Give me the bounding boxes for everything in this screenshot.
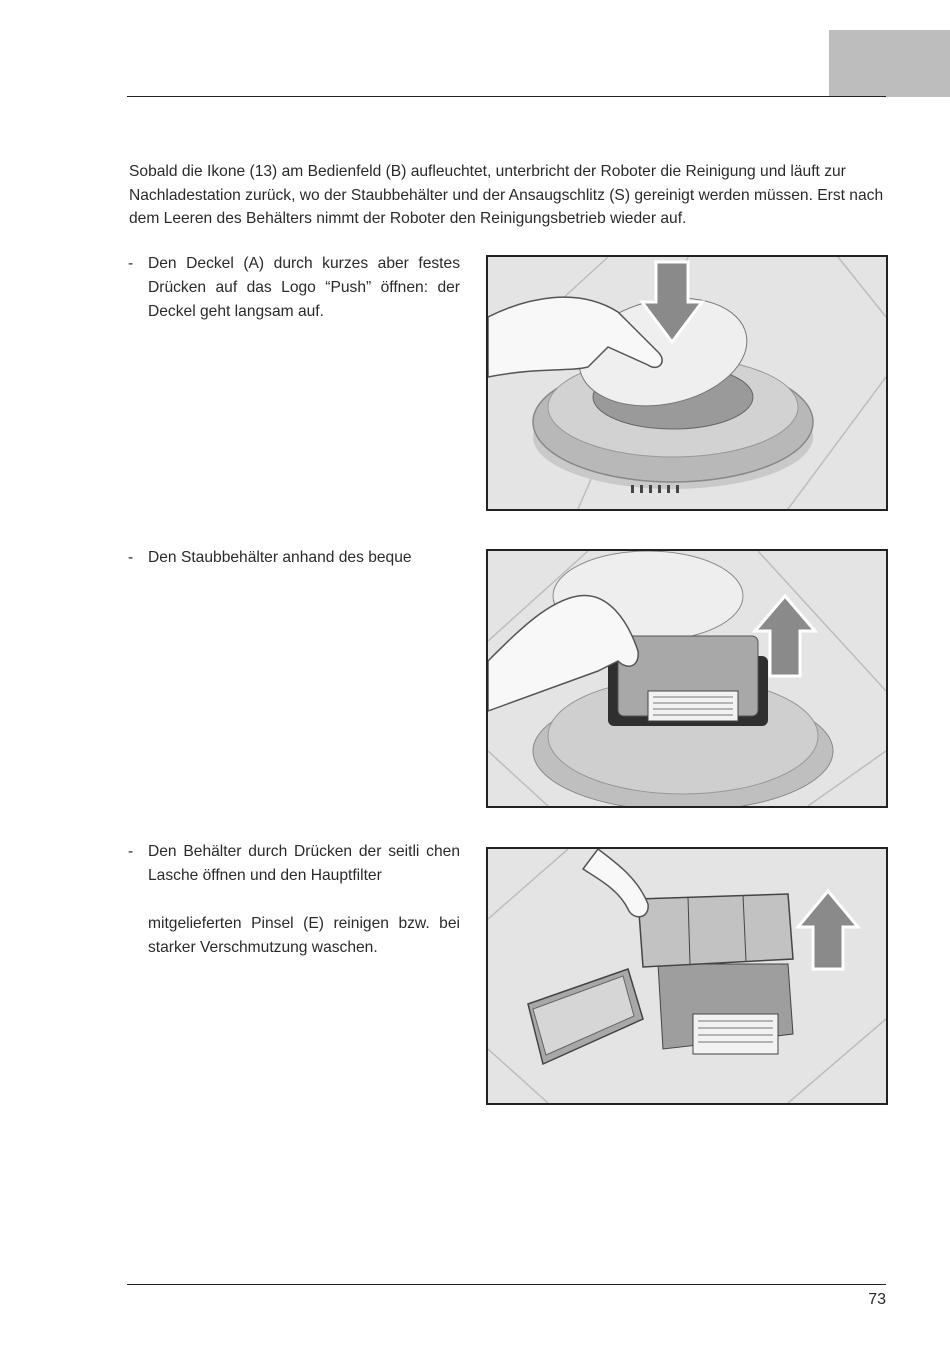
step-2 (128, 546, 460, 570)
page-number: 73 (868, 1291, 886, 1308)
step-3 (128, 840, 460, 960)
robot-dust-container-lift-illustration (488, 551, 886, 806)
robot-lid-press-illustration (488, 257, 886, 509)
container-filter-open-illustration (488, 849, 886, 1103)
footer-rule (127, 1284, 886, 1285)
step-text: Den Staubbehälter anhand des beque (148, 549, 412, 566)
figure-container-lift (486, 549, 888, 808)
intro-paragraph: Sobald die Ikone (13) am Bedienfeld (B) aufleuchtet, unterbricht der Roboter die Reinigung und läuft zur Nachladestation zurück, wo der Staubbehälter und der Ansaugschlitz (S) gereinigt werden müssen. Erst nach dem Leeren des Behälters nimmt der Roboter den Reinigungsbetrieb wieder auf. (129, 163, 884, 227)
figure-filter-open (486, 847, 888, 1105)
step-dash: - (128, 843, 134, 860)
header-rule (127, 96, 886, 97)
step-1 (128, 252, 460, 324)
section-tab (829, 30, 950, 97)
step-dash: - (128, 255, 134, 272)
step-text-continued: mitgelieferten Pinsel (E) reinigen bzw. bei starker Verschmutzung waschen. (148, 915, 460, 956)
step-text: Den Deckel (A) durch kurzes aber festes Drücken auf das Logo “Push” öffnen: der Deckel geht langsam auf. (148, 255, 460, 320)
step-text: Den Behälter durch Drücken der seitli chen Lasche öffnen und den Hauptfilter (148, 843, 460, 884)
figure-lid-press (486, 255, 888, 511)
step-dash: - (128, 549, 134, 566)
